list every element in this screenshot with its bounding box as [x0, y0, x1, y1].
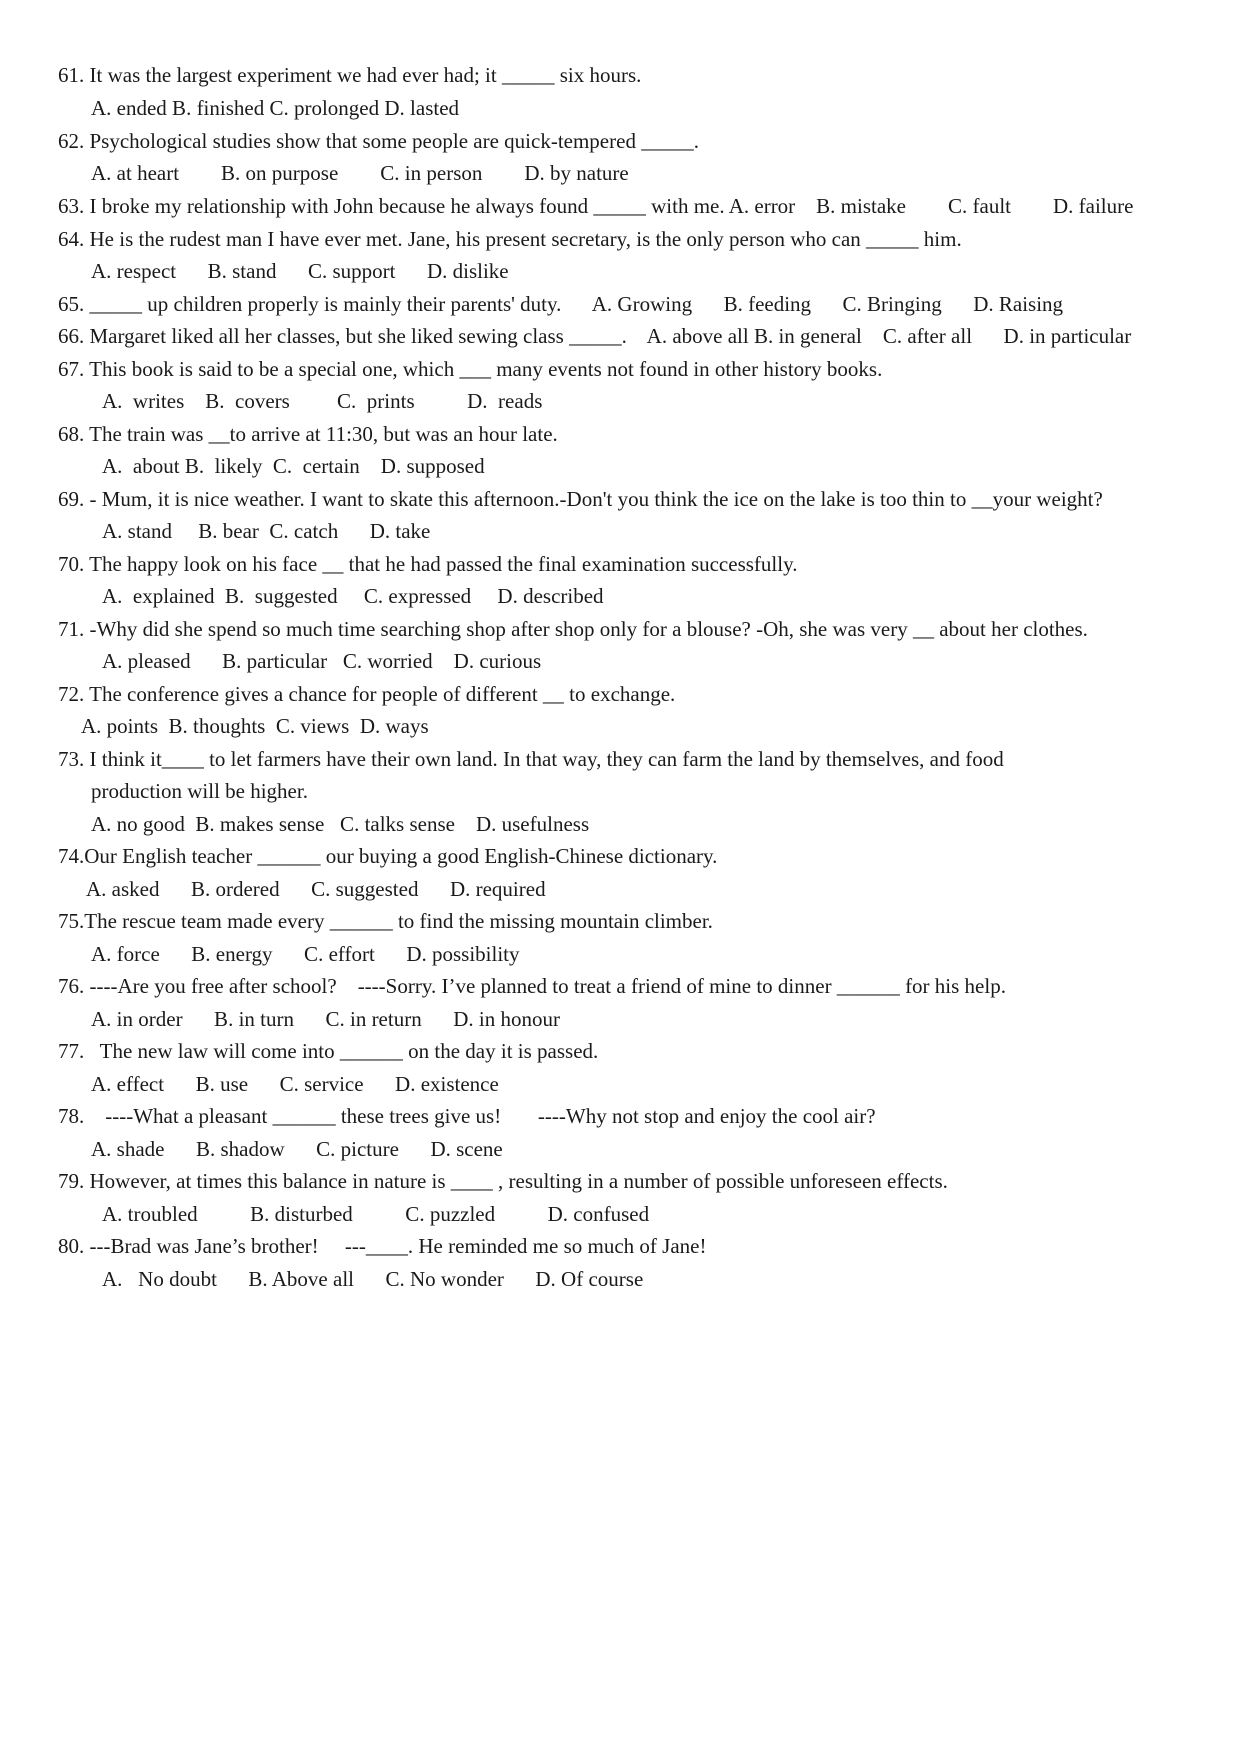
question-73: 73. I think it____ to let farmers have their own land. In that way, they can farm the land by themselves, and food	[58, 747, 1004, 771]
options-74: A. asked B. ordered C. suggested D. required	[86, 877, 546, 901]
options-64: A. respect B. stand C. support D. dislike	[91, 259, 509, 283]
question-77: 77. The new law will come into ______ on the day it is passed.	[58, 1039, 599, 1063]
question-80: 80. ---Brad was Jane’s brother! ---____. He reminded me so much of Jane!	[58, 1234, 707, 1258]
question-78: 78. ----What a pleasant ______ these trees give us! ----Why not stop and enjoy the cool air?	[58, 1104, 876, 1128]
options-62: A. at heart B. on purpose C. in person D. by nature	[91, 161, 629, 185]
options-67: A. writes B. covers C. prints D. reads	[102, 389, 543, 413]
question-74: 74.Our English teacher ______ our buying a good English-Chinese dictionary.	[58, 844, 718, 868]
question-66: 66. Margaret liked all her classes, but she liked sewing class _____. A. above all B. in general C. after all D. in particular	[58, 324, 1132, 348]
question-70: 70. The happy look on his face __ that he had passed the final examination successfully.	[58, 552, 798, 576]
question-72: 72. The conference gives a chance for people of different __ to exchange.	[58, 682, 676, 706]
options-72: A. points B. thoughts C. views D. ways	[81, 714, 429, 738]
options-68: A. about B. likely C. certain D. supposed	[102, 454, 485, 478]
question-79: 79. However, at times this balance in nature is ____ , resulting in a number of possible unforeseen effects.	[58, 1169, 948, 1193]
question-67: 67. This book is said to be a special one, which ___ many events not found in other history books.	[58, 357, 883, 381]
question-71: 71. -Why did she spend so much time searching shop after shop only for a blouse? -Oh, she was very __ about her clothes.	[58, 617, 1088, 641]
options-75: A. force B. energy C. effort D. possibility	[91, 942, 520, 966]
question-61: 61. It was the largest experiment we had ever had; it _____ six hours.	[58, 63, 642, 87]
options-77: A. effect B. use C. service D. existence	[91, 1072, 499, 1096]
question-69: 69. - Mum, it is nice weather. I want to skate this afternoon.-Don't you think the ice on the lake is too thin to __your weight?	[58, 487, 1103, 511]
options-76: A. in order B. in turn C. in return D. in honour	[91, 1007, 560, 1031]
question-63: 63. I broke my relationship with John because he always found _____ with me. A. error B. mistake C. fault D. failure	[58, 194, 1134, 218]
options-71: A. pleased B. particular C. worried D. curious	[102, 649, 542, 673]
question-64: 64. He is the rudest man I have ever met. Jane, his present secretary, is the only person who can _____ him.	[58, 227, 962, 251]
question-75: 75.The rescue team made every ______ to find the missing mountain climber.	[58, 909, 713, 933]
options-73: A. no good B. makes sense C. talks sense D. usefulness	[91, 812, 590, 836]
options-80: A. No doubt B. Above all C. No wonder D. Of course	[102, 1267, 644, 1291]
question-76: 76. ----Are you free after school? ----Sorry. I’ve planned to treat a friend of mine to dinner ______ for his help.	[58, 974, 1006, 998]
options-69: A. stand B. bear C. catch D. take	[102, 519, 431, 543]
question-65: 65. _____ up children properly is mainly their parents' duty. A. Growing B. feeding C. Bringing D. Raising	[58, 292, 1064, 316]
options-78: A. shade B. shadow C. picture D. scene	[91, 1137, 503, 1161]
options-61: A. ended B. finished C. prolonged D. lasted	[91, 96, 460, 120]
options-79: A. troubled B. disturbed C. puzzled D. confused	[102, 1202, 650, 1226]
question-62: 62. Psychological studies show that some people are quick-tempered _____.	[58, 129, 699, 153]
options-70: A. explained B. suggested C. expressed D. described	[102, 584, 604, 608]
question-68: 68. The train was __to arrive at 11:30, but was an hour late.	[58, 422, 558, 446]
question-73-continued: production will be higher.	[91, 779, 308, 803]
